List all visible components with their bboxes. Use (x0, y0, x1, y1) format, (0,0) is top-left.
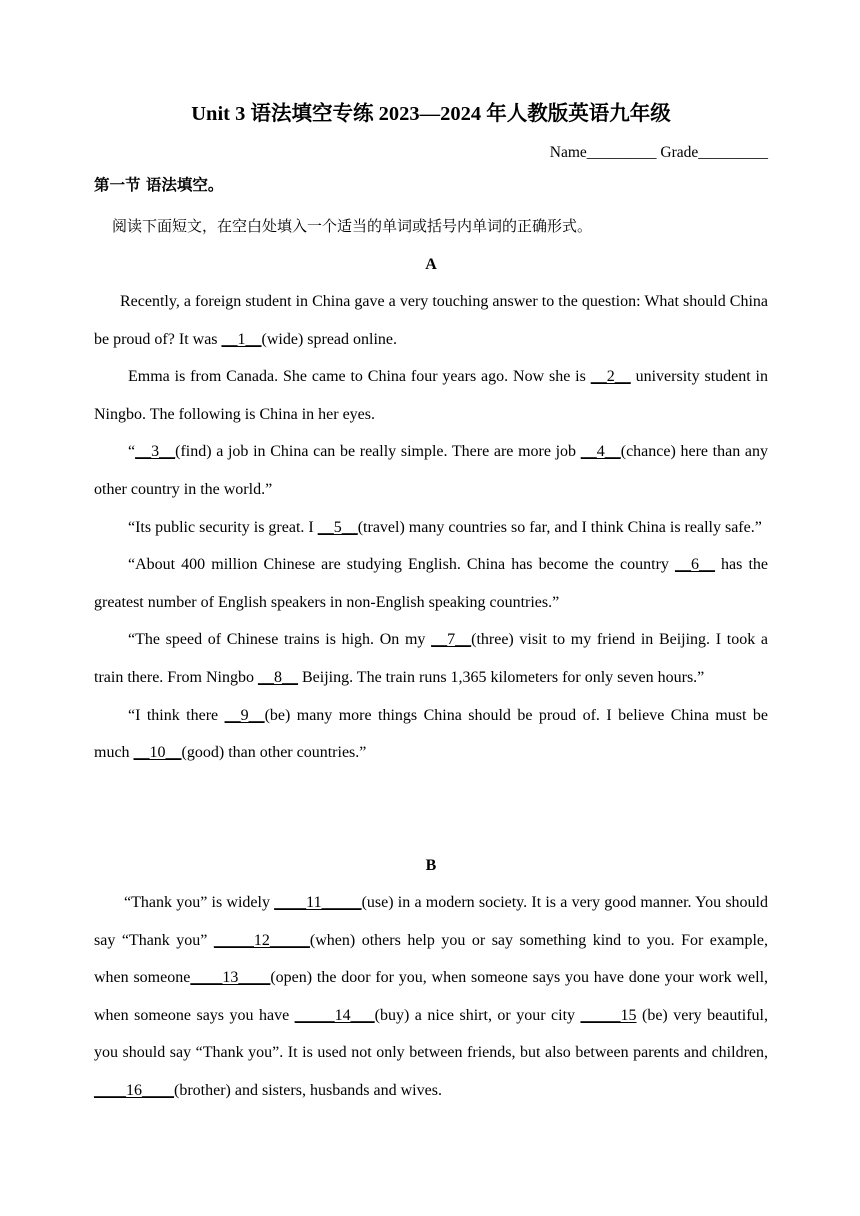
text-run: (travel) many countries so far, and I think China is really safe.” (357, 518, 762, 536)
passage-a-paragraph (94, 621, 768, 696)
name-grade-line: Name_________ Grade_________ (549, 144, 768, 161)
passage-a-paragraph (94, 546, 768, 621)
blank-10: __10__ (133, 744, 182, 762)
passage-a-paragraph (94, 283, 768, 358)
section-heading: 第一节 语法填空。 (94, 176, 224, 194)
blank-16: ____16____ (94, 1081, 174, 1099)
part-b-label: B (425, 857, 437, 874)
text-run: (three) visit to my friend in Beijing. I took a train there. From Ningbo (94, 631, 768, 686)
text-run: has the greatest number of English speakers in non-English speaking countries.” (94, 556, 768, 611)
blank-3: __3__ (135, 443, 176, 461)
text-run: “I think there (128, 706, 225, 724)
document-title: Unit 3 语法填空专练 2023—2024 年人教版英语九年级 (191, 103, 671, 125)
text-run: “Thank you” is widely (124, 894, 275, 911)
text-run: (buy) a nice shirt, or your city (374, 1006, 581, 1024)
part-a-label: A (425, 256, 437, 273)
text-run: (chance) here than any other country in the world.” (94, 443, 768, 498)
passage-b-paragraph (94, 884, 768, 1110)
blank-6: __6__ (674, 556, 715, 574)
text-run: (be) very beautiful, you should say “Thank you”. It is used not only between friends, but also between parents and children, (94, 1006, 768, 1062)
text-run: (brother) and sisters, husbands and wives. (174, 1081, 442, 1099)
passage-a-paragraph (94, 509, 768, 547)
passage-a (94, 283, 768, 772)
passage-a-paragraph (94, 358, 768, 433)
text-run: (be) many more things China should be proud of. I believe China must be much (94, 706, 769, 762)
blank-9: __9__ (224, 706, 265, 724)
blank-2: __2__ (590, 368, 631, 386)
text-run: (when) others help you or say something kind to you. For example, when someone (94, 931, 768, 987)
text-run: university student in Ningbo. The following is China in her eyes. (94, 368, 768, 423)
text-run: (use) in a modern society. It is a very good manner. You should say “Thank you” (94, 894, 768, 949)
blank-11: ____11_____ (274, 894, 362, 911)
passage-a-paragraph (94, 697, 768, 772)
text-run: Recently, a foreign student in China gave a very touching answer to the question: What should China be proud of? It was (94, 293, 768, 348)
blank-5: __5__ (317, 518, 358, 536)
passage-a-paragraph (94, 433, 768, 508)
text-run: (find) a job in China can be really simple. There are more job (175, 443, 581, 461)
blank-4: __4__ (580, 443, 621, 461)
text-run: Beijing. The train runs 1,365 kilometers for only seven hours.” (297, 668, 705, 686)
text-run: (open) the door for you, when someone says you have done your work well, when someone says you have (94, 969, 769, 1024)
text-run: “The speed of Chinese trains is high. On my (128, 631, 432, 649)
blank-12: _____12_____ (213, 931, 310, 949)
passage-b (94, 884, 768, 1110)
text-run: “About 400 million Chinese are studying English. China has become the country (128, 556, 675, 574)
text-run: “ (128, 443, 136, 461)
text-run: (good) than other countries.” (181, 744, 367, 762)
text-run: Emma is from Canada. She came to China four years ago. Now she is (128, 368, 591, 386)
blank-1: __1__ (221, 330, 262, 348)
blank-13: ____13____ (190, 969, 271, 987)
text-run: “Its public security is great. I (128, 518, 318, 536)
instruction-text: 阅读下面短文，在空白处填入一个适当的单词或括号内单词的正确形式。 (112, 217, 593, 235)
blank-8: __8__ (257, 668, 298, 686)
blank-7: __7__ (431, 631, 472, 649)
text-run: (wide) spread online. (261, 330, 398, 348)
blank-15: _____15 (580, 1006, 637, 1024)
blank-14: _____14___ (294, 1006, 375, 1024)
